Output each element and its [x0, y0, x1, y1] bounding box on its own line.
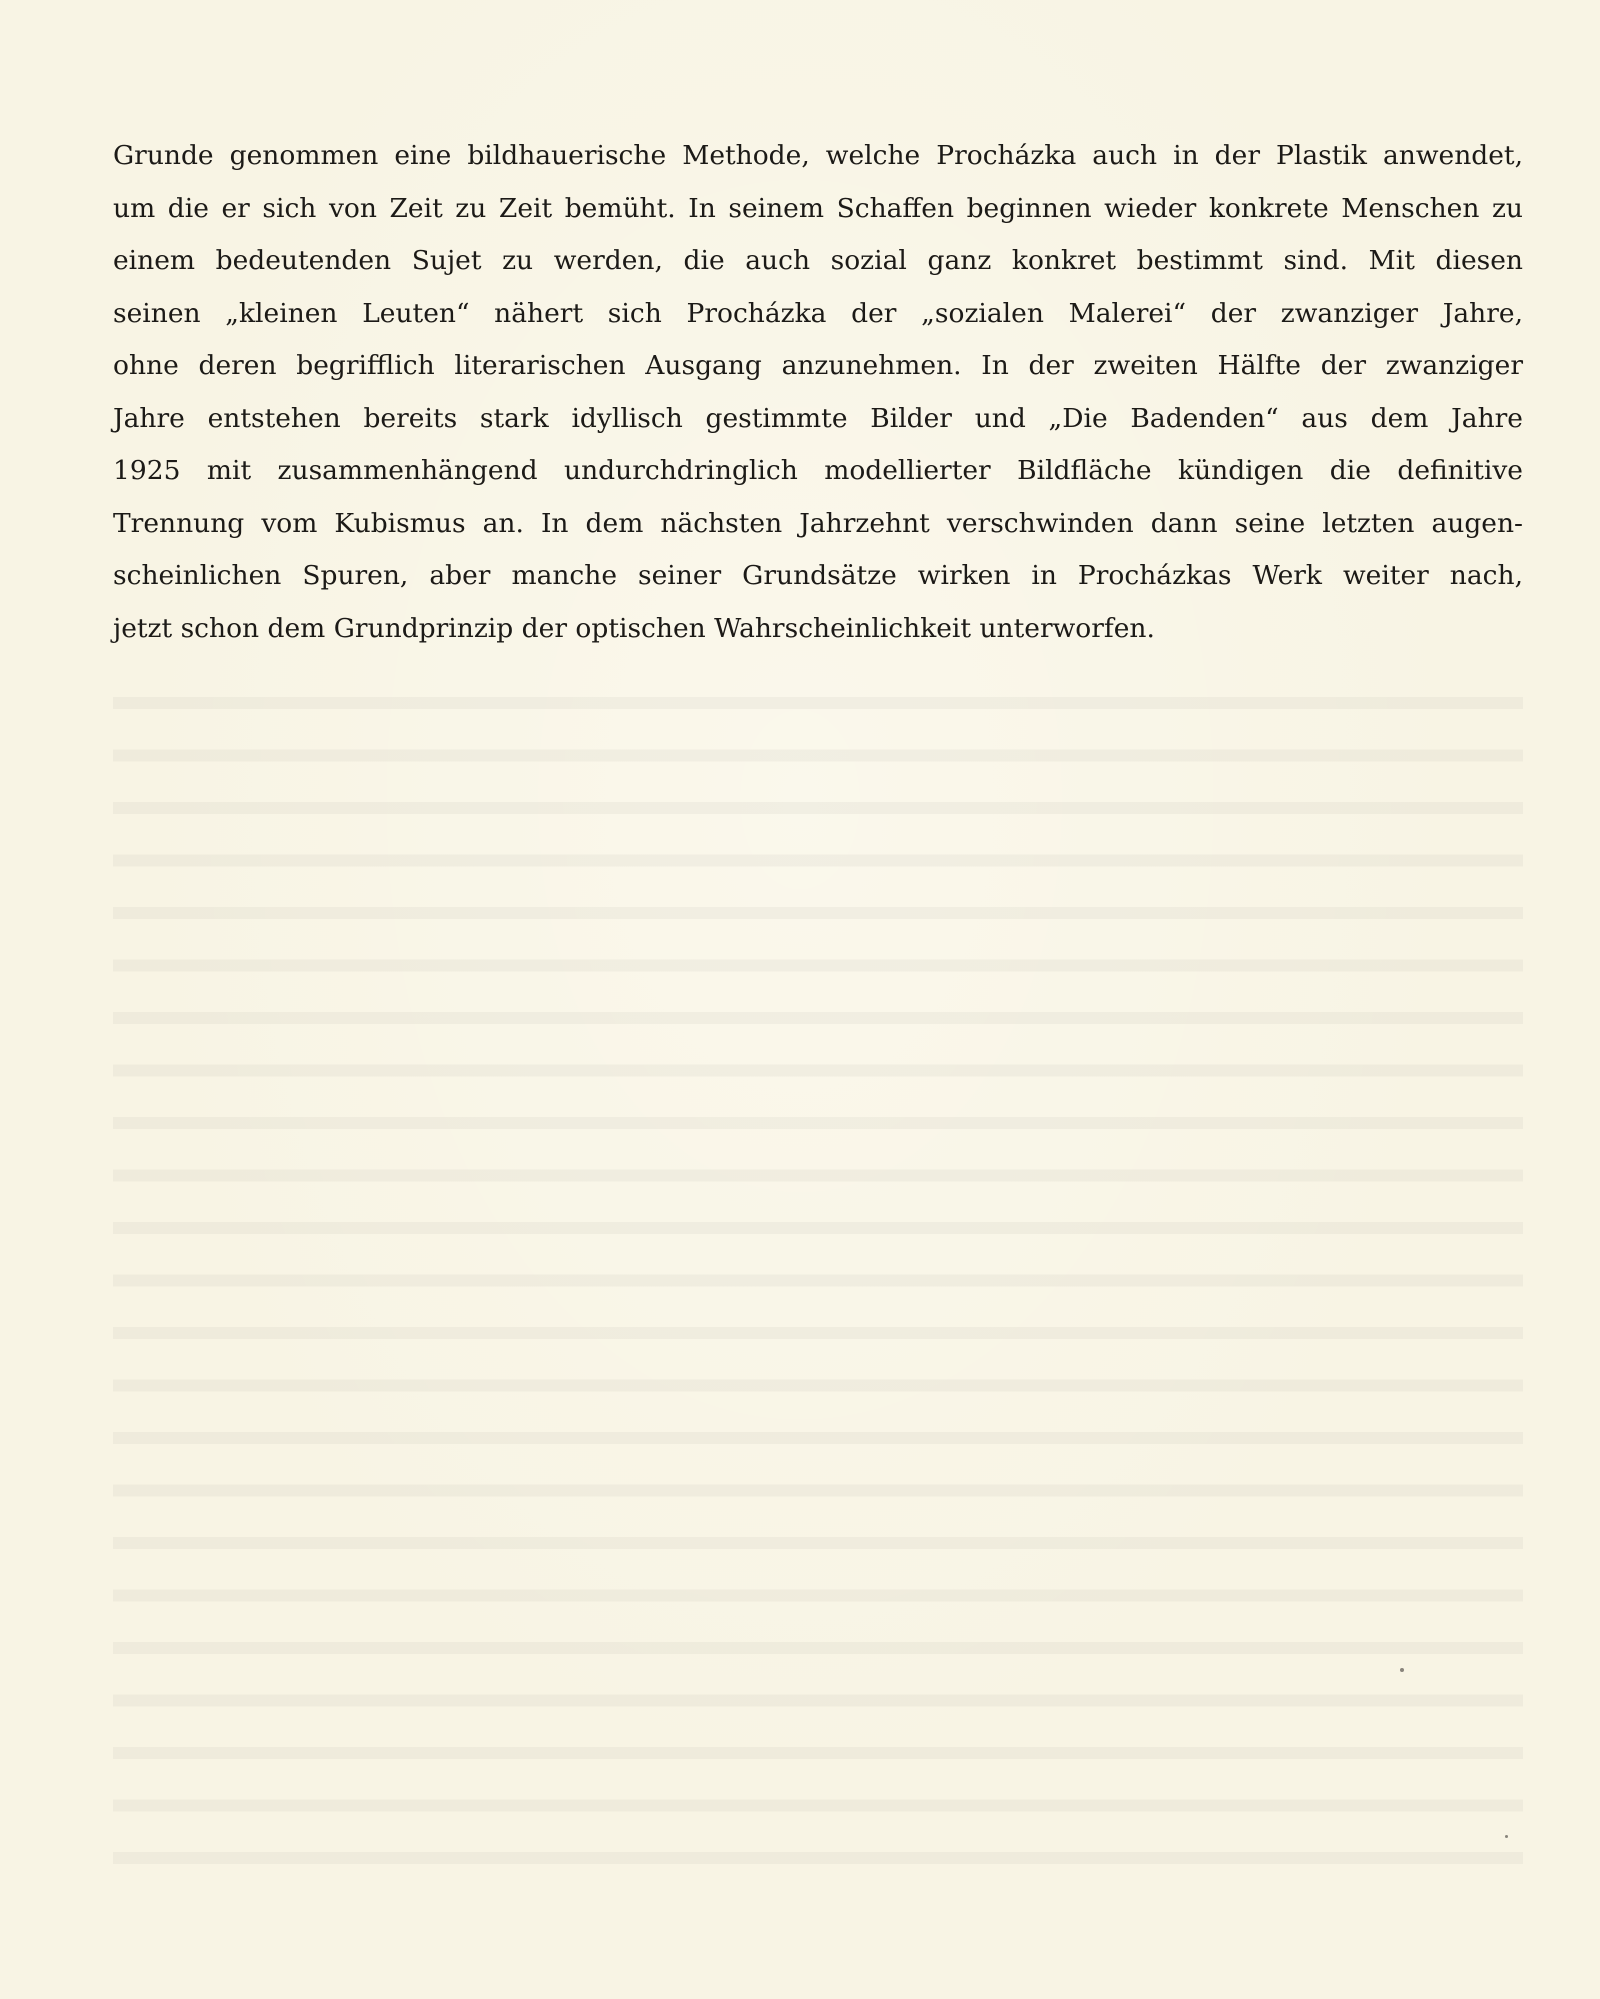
- paper-speck: [1505, 1835, 1508, 1838]
- text-line: einem bedeutenden Sujet zu werden, die auch sozial ganz konkret bestimmt sind. Mit diesen: [113, 245, 1523, 276]
- body-text: [113, 130, 1523, 655]
- paper-speck: [1400, 1668, 1404, 1672]
- text-line: ohne deren begrifflich literarischen Ausgang anzunehmen. In der zweiten Hälfte der zwanziger: [113, 350, 1523, 381]
- reverse-side-show-through: [113, 665, 1523, 1865]
- text-line: um die er sich von Zeit zu Zeit bemüht. In seinem Schaffen beginnen wieder konkrete Menschen zu: [113, 192, 1523, 224]
- text-line: Grunde genommen eine bildhauerische Methode, welche Procházka auch in der Plastik anwendet,: [113, 140, 1523, 171]
- text-line: Trennung vom Kubismus an. In dem nächsten Jahrzehnt verschwinden dann seine letzten augen-: [113, 507, 1523, 539]
- text-line: scheinlichen Spuren, aber manche seiner Grundsätze wirken in Procházkas Werk weiter nach,: [113, 560, 1523, 591]
- text-line-last: jetzt schon dem Grundprinzip der optischen Wahrscheinlichkeit unterworfen.: [113, 612, 1155, 644]
- text-line: 1925 mit zusammenhängend undurchdringlich modellierter Bildfläche kündigen die definitive: [113, 455, 1523, 486]
- text-line: seinen „kleinen Leuten“ nähert sich Procházka der „sozialen Malerei“ der zwanziger Jahre,: [113, 297, 1523, 329]
- text-line: Jahre entstehen bereits stark idyllisch gestimmte Bilder und „Die Badenden“ aus dem Jahre: [113, 402, 1523, 434]
